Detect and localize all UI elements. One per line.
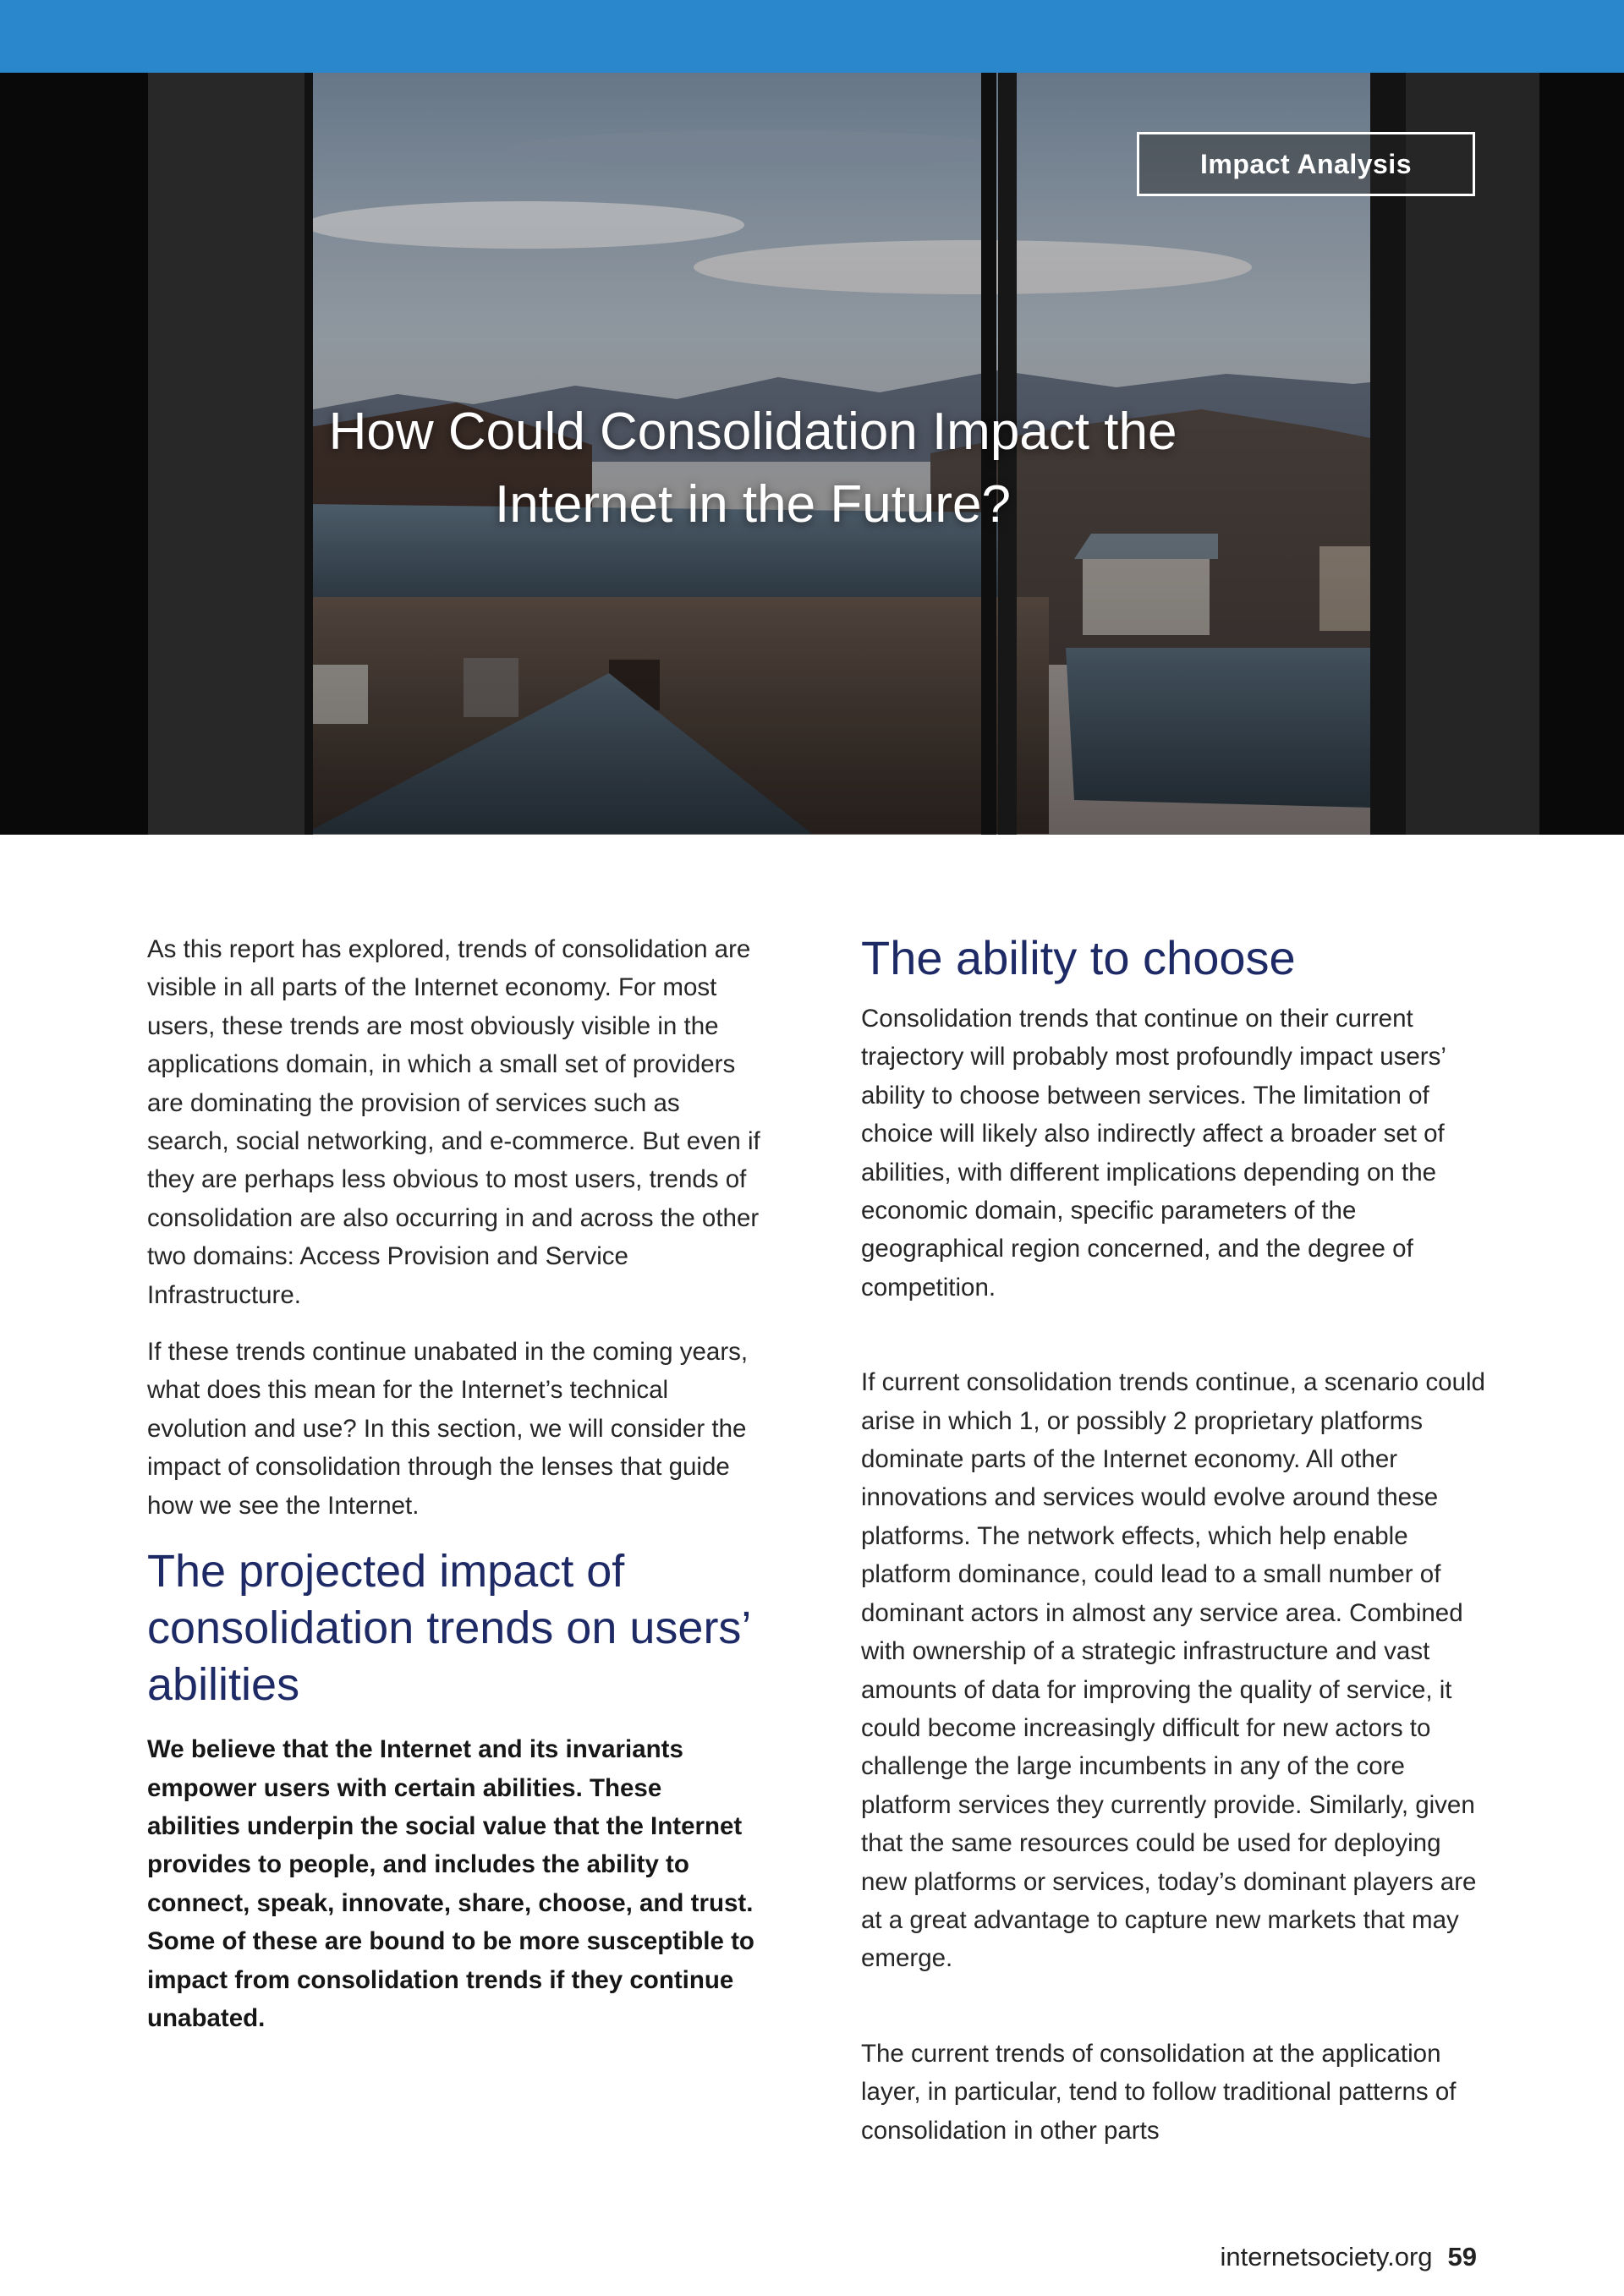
section-heading-ability-to-choose: The ability to choose xyxy=(861,931,1296,984)
page-title: How Could Consolidation Impact the Internet in the Future? xyxy=(328,403,1177,534)
choose-paragraph-3: The current trends of consolidation at the application layer, in particular, tend to follow traditional patterns of consolidation in other parts xyxy=(861,2039,1457,2145)
footer-site-link[interactable]: internetsociety.org xyxy=(1220,2242,1433,2271)
choose-paragraph-1: Consolidation trends that continue on their current trajectory will probably most profoundly impact users’ ability to choose between services. The limitation of choice will likely also indirectly affect a broader set of abilities, with different implications depending on the economic domain, specific parameters of the geographical region concerned, and the degree of competition. xyxy=(861,1005,1446,1301)
bold-paragraph: We believe that the Internet and its invariants empower users with certain abilities. These abilities underpin the social value that the Internet provides to people, and includes the ability to connect, speak, innovate, share, choose, and trust. Some of these are bound to be more susceptible to impact from consolidation trends if they continue unabated. xyxy=(147,1735,754,2032)
hero-banner xyxy=(0,73,1624,835)
paragraph-spacer xyxy=(861,1997,1487,2035)
choose-paragraph-2: If current consolidation trends continue, a scenario could arise in which 1, or possibly 2 proprietary platforms dominate parts of the Internet economy. All other innovations and services would evolve around these platforms. The network effects, which help enable platform dominance, could lead to a small number of dominant actors in almost any service area. Combined with ownership of a strategic infrastructure and vast amounts of data for improving the quality of service, it could become increasingly difficult for new actors to challenge the large incumbents in any of the core platform services they currently provide. Similarly, given that the same resources could be used for deploying new platforms or services, today’s dominant players are at a great advantage to capture new markets that may emerge. xyxy=(861,1368,1485,1973)
intro-paragraph-2: If these trends continue unabated in the coming years, what does this mean for the Internet’s technical evolution and use? In this section, we will consider the impact of consolidation through the lenses that guide how we see the Internet. xyxy=(147,1338,749,1520)
page-number: 59 xyxy=(1447,2242,1477,2271)
section-heading-users-abilities: The projected impact of consolidation trends on users’ abilities xyxy=(147,1546,750,1711)
intro-paragraph-1: As this report has explored, trends of consolidation are visible in all parts of the Internet economy. For most users, these trends are most obviously visible in the applications domain, in which a small set of providers are dominating the provision of services such as search, social networking, and e-commerce. But even if they are perhaps less obvious to most users, trends of consolidation are also occurring in and across the other two domains: Access Provision and Service Infrastructure. xyxy=(147,935,760,1309)
page-footer xyxy=(1100,2242,1477,2272)
right-column xyxy=(861,929,1487,2168)
top-accent-bar xyxy=(0,0,1624,73)
paragraph-spacer xyxy=(861,1325,1487,1363)
section-badge: Impact Analysis xyxy=(1137,132,1475,196)
left-column xyxy=(147,930,761,2056)
